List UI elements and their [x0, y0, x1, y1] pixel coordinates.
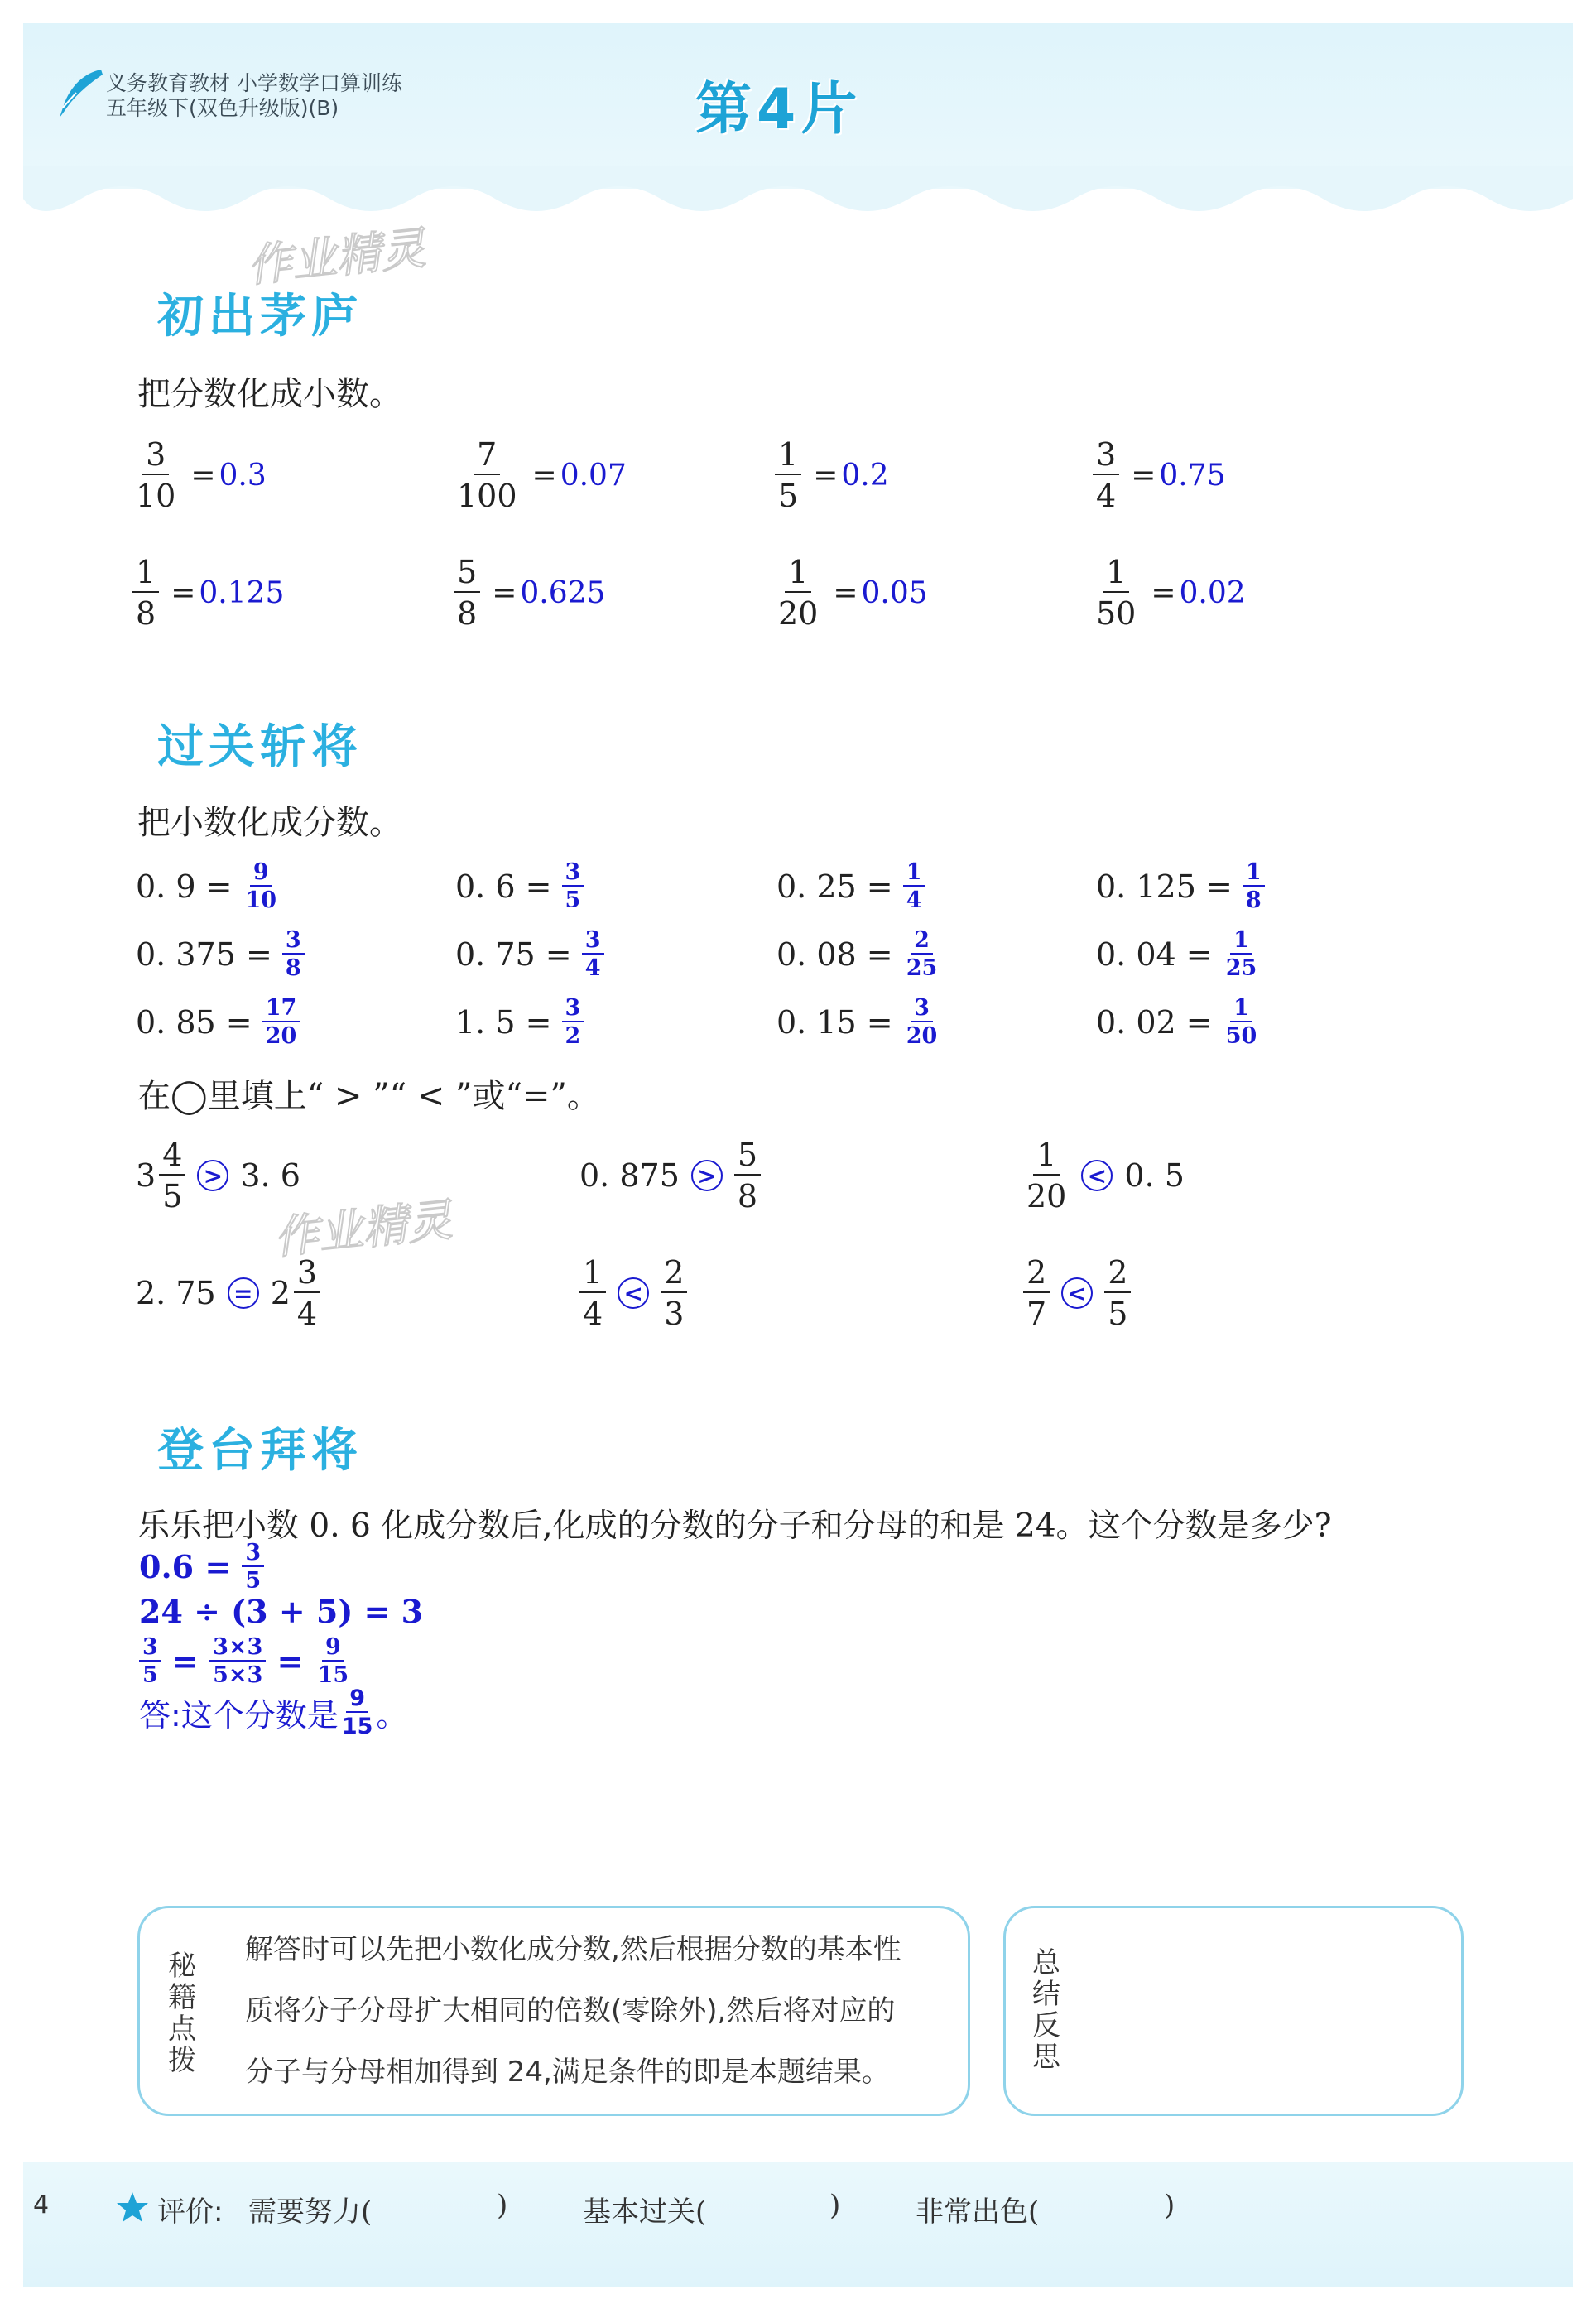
dec-to-frac-item: 0. 25 = $\frac{1}{4}$ — [776, 861, 925, 911]
compare-item: $\frac{1}{20}$ < 0. 5 — [1026, 1137, 1185, 1214]
compare-circle: = — [228, 1277, 259, 1309]
dec-to-frac-item: 0. 9 = $\frac{9}{10}$ — [136, 859, 277, 913]
word-problem: 乐乐把小数 0. 6 化成分数后,化成的分数的分子和分母的和是 24。这个分数是多少? — [137, 1508, 1332, 1545]
rating-pass-close: ) — [829, 2189, 841, 2222]
section-title-2: 过关斩将 — [157, 720, 363, 774]
compare-circle: < — [618, 1277, 649, 1309]
compare-item: $\frac{2}{7}$ < $\frac{2}{5}$ — [1023, 1257, 1131, 1330]
solution-line-3: $\frac{3}{5}$ = $\frac{3\times 3}{5\times 3}$ = $\frac{9}{15}$ — [139, 1636, 352, 1686]
dec-to-frac-item: 0. 15 = $\frac{3}{20}$ — [776, 995, 938, 1049]
rating-needs-effort-close: ) — [497, 2189, 508, 2222]
header-wave — [23, 166, 1573, 240]
dec-to-frac-item: 0. 08 = $\frac{2}{25}$ — [776, 927, 938, 981]
frac-to-dec-item: $\frac{3}{4}$ = 0.75 — [1093, 439, 1226, 512]
section-title-3: 登台拜将 — [157, 1424, 363, 1478]
dec-to-frac-item: 0. 04 = $\frac{1}{25}$ — [1096, 927, 1257, 981]
frac-to-dec-item: $\frac{1}{5}$ = 0.2 — [775, 439, 889, 512]
solution-line-2: 24 ÷ (3 + 5) = 3 — [139, 1593, 424, 1630]
dec-to-frac-item: 0. 85 = $\frac{17}{20}$ — [136, 997, 300, 1047]
frac-to-dec-item: $\frac{1}{50}$ = 0.02 — [1096, 554, 1246, 632]
compare-circle: > — [197, 1160, 228, 1191]
page-title: 第4片 — [695, 77, 863, 142]
dec-to-frac-item: 0. 02 = $\frac{1}{50}$ — [1096, 995, 1257, 1049]
compare-circle: > — [691, 1160, 723, 1191]
feather-pen-icon — [51, 65, 109, 123]
watermark: 作业精灵 — [271, 1193, 455, 1265]
dec-to-frac-item: 0. 75 = $\frac{3}{4}$ — [455, 929, 604, 979]
frac-to-dec-item: $\frac{3}{10}$ = 0.3 — [136, 436, 267, 514]
compare-item: $\frac{1}{4}$ < $\frac{2}{3}$ — [579, 1257, 687, 1330]
summary-label: 总 结 反 思 — [1032, 1946, 1060, 2074]
dec-to-frac-item: 0. 375 = $\frac{3}{8}$ — [136, 929, 305, 979]
section-title-1: 初出茅庐 — [157, 290, 363, 344]
compare-circle: < — [1061, 1277, 1093, 1309]
rating-excellent: 非常出色( — [916, 2195, 1040, 2229]
dec-to-frac-item: 0. 125 = $\frac{1}{8}$ — [1096, 861, 1265, 911]
compare-item: 3 $\frac{4}{5}$ > 3. 6 — [136, 1137, 300, 1214]
page-number: 4 — [33, 2191, 50, 2219]
frac-to-dec-item: $\frac{1}{20}$ = 0.05 — [778, 554, 928, 632]
dec-to-frac-item: 1. 5 = $\frac{3}{2}$ — [455, 997, 584, 1047]
summary-box — [1003, 1906, 1464, 2116]
star-icon — [116, 2191, 149, 2224]
tip-label: 秘 籍 点 拨 — [168, 1950, 196, 2077]
header-grade: 五年级下(双色升级版)(B) — [106, 96, 339, 120]
compare-circle: < — [1081, 1160, 1113, 1191]
tip-text: 解答时可以先把小数化成分数,然后根据分数的基本性 质将分子分母扩大相同的倍数(零除外),然后将对应的 分子与分母相加得到 24,满足条件的即是本题结果。 — [245, 1933, 901, 2089]
compare-instruction: 在◯里填上“ > ”“ < ”或“=”。 — [137, 1077, 600, 1115]
rating-excellent-close: ) — [1164, 2189, 1175, 2222]
compare-item: 2. 75 = 2 $\frac{3}{4}$ — [136, 1257, 320, 1330]
answer-line: 答:这个分数是 $\frac{9}{15}$ 。 — [139, 1686, 408, 1739]
watermark: 作业精灵 — [244, 221, 429, 293]
dec-to-frac-item: 0. 6 = $\frac{3}{5}$ — [455, 861, 584, 911]
instruction-1: 把分数化成小数。 — [137, 375, 402, 413]
frac-to-dec-item: $\frac{5}{8}$ = 0.625 — [454, 556, 605, 629]
frac-to-dec-item: $\frac{7}{100}$ = 0.07 — [457, 436, 627, 514]
solution-line-1: 0.6 = $\frac{3}{5}$ — [139, 1541, 264, 1592]
instruction-2: 把小数化成分数。 — [137, 804, 402, 842]
compare-item: 0. 875 > $\frac{5}{8}$ — [579, 1139, 761, 1212]
frac-to-dec-item: $\frac{1}{8}$ = 0.125 — [132, 556, 284, 629]
evaluation-label: 评价: — [157, 2195, 224, 2229]
header-series: 义务教育教材 小学数学口算训练 — [106, 71, 402, 95]
rating-pass: 基本过关( — [583, 2195, 707, 2229]
rating-needs-effort: 需要努力( — [248, 2195, 373, 2229]
